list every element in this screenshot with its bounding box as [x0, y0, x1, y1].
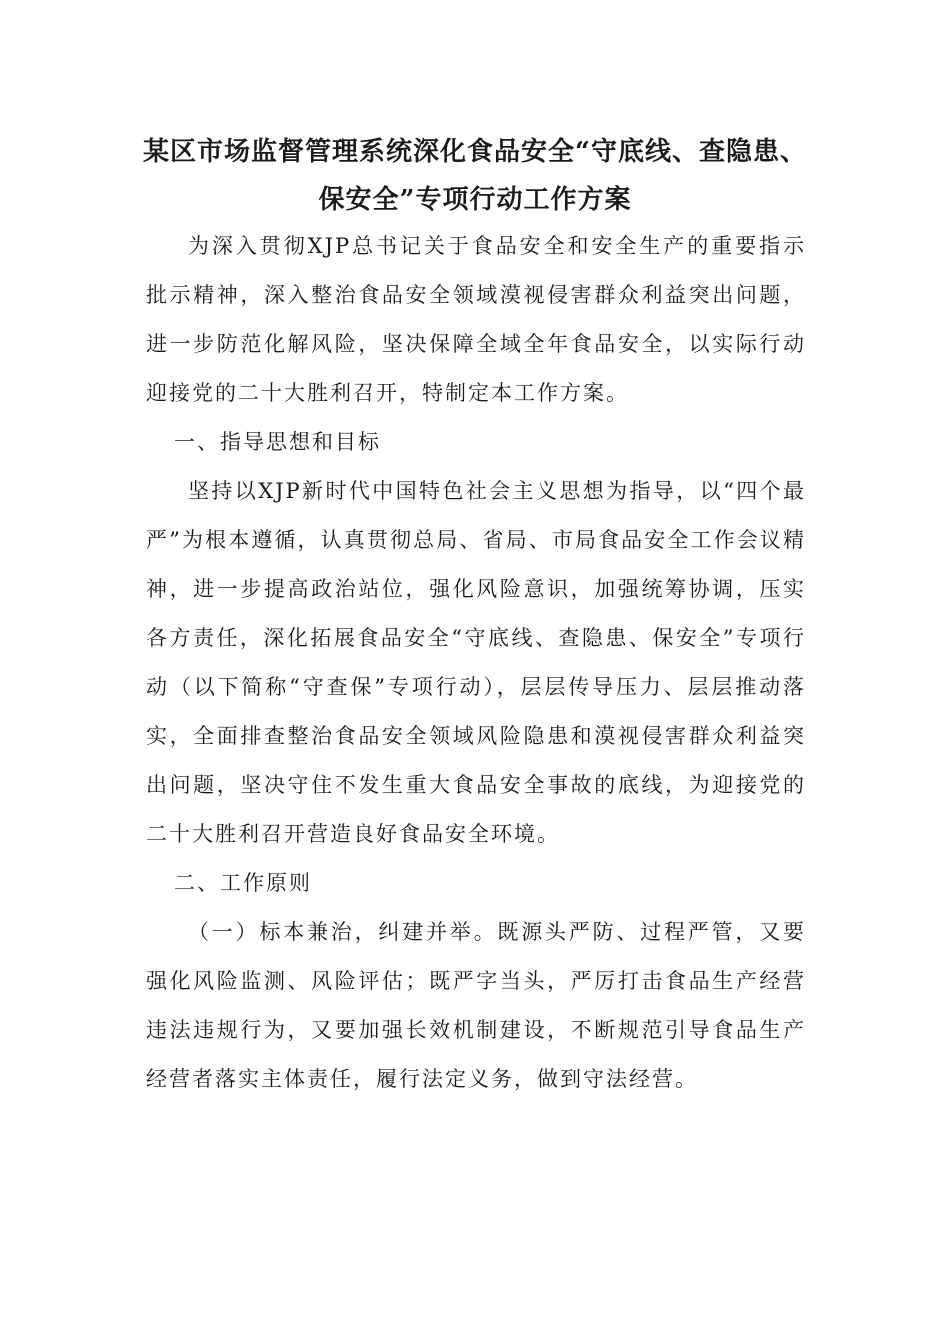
section-heading-work-principles: 二、工作原则 — [174, 871, 312, 895]
document-title — [120, 128, 830, 224]
section-heading-guiding-thought: 一、指导思想和目标 — [174, 430, 381, 454]
document-title-line-1: 某区市场监督管理系统深化食品安全“守底线、查隐患、 — [143, 137, 807, 167]
guiding-thought-paragraph: 坚持以XJP新时代中国特色社会主义思想为指导，以“四个最严”为根本遵循，认真贯彻总局、省局、市局食品安全工作会议精神，进一步提高政治站位，强化风险意识，加强统筹协调，压实各方责任，深化拓展食品安全“守底线、查隐患、保安全”专项行动（以下简称“守查保”专项行动），层层传导压力、层层推动落实，全面排查整治食品安全领域风险隐患和漠视侵害群众利益突出问题，坚决守住不发生重大食品安全事故的底线，为迎接党的二十大胜利召开营造良好食品安全环境。 — [146, 479, 806, 846]
intro-paragraph: 为深入贯彻XJP总书记关于食品安全和安全生产的重要指示批示精神，深入整治食品安全领域漠视侵害群众利益突出问题，进一步防范化解风险，坚决保障全域全年食品安全，以实际行动迎接党的二十大胜利召开，特制定本工作方案。 — [146, 234, 806, 405]
document-body — [146, 222, 806, 1104]
principle-paragraph-1: （一）标本兼治，纠建并举。既源头严防、过程严管，又要强化风险监测、风险评估；既严字当头，严厉打击食品生产经营违法违规行为，又要加强长效机制建设，不断规范引导食品生产经营者落实主体责任，履行法定义务，做到守法经营。 — [146, 920, 806, 1091]
document-title-line-2: 保安全”专项行动工作方案 — [318, 185, 632, 215]
